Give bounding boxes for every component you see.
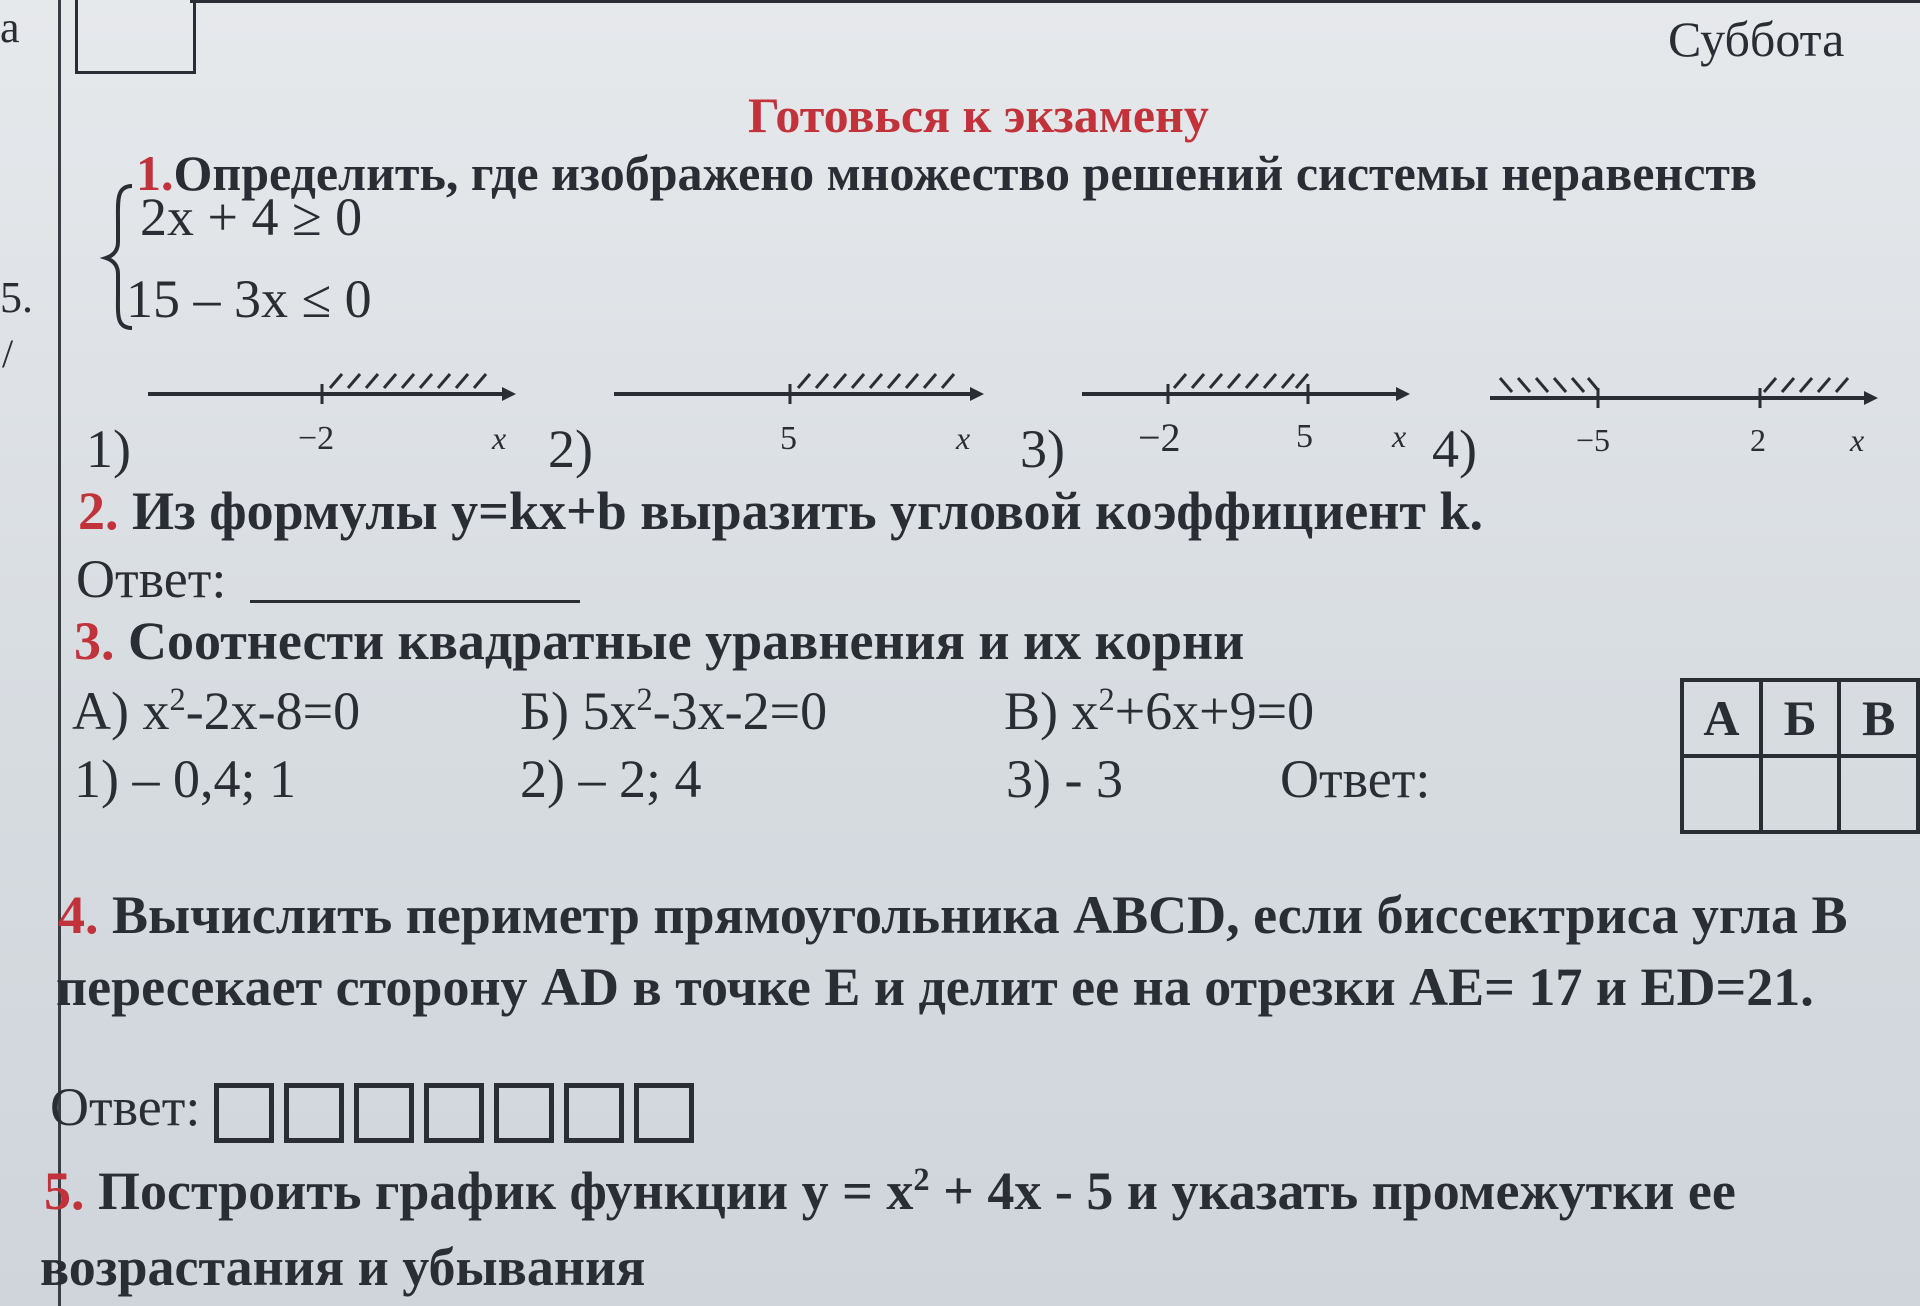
root-option-2: 2) – 2; 4 [520,749,702,809]
table-header-b: Б [1761,680,1839,756]
page-title: Готовься к экзамену [748,87,1209,143]
task4-text-line1: Вычислить периметр прямоугольника ABCD, если биссектриса угла B [112,885,1848,945]
task4-answer [50,1076,704,1143]
corner-box [75,0,196,74]
table-header-row [1682,680,1918,756]
axis-label: x [956,420,971,456]
answer-digit-box[interactable] [424,1083,484,1143]
answer-cell-c[interactable] [1839,756,1918,832]
tick-label: 5 [780,420,797,457]
answer-digit-box[interactable] [494,1083,554,1143]
answer-digit-box[interactable] [284,1083,344,1143]
root-option-3: 3) - 3 [1006,749,1123,809]
inequality-1: 2x + 4 ≥ 0 [140,187,363,247]
answer-digit-box[interactable] [214,1083,274,1143]
option-label-2: 2) [548,419,593,479]
task4-number: 4. [58,885,99,945]
axis-label: x [1850,422,1865,458]
task4-line1 [58,884,1847,946]
tick-label: −5 [1576,422,1611,458]
tick-label: −2 [298,420,335,457]
task4-answer-label: Ответ: [50,1077,201,1137]
tick-label: 2 [1750,422,1766,458]
task2-answer-line[interactable] [250,600,580,603]
number-line-1 [148,374,506,404]
task3-text: Соотнести квадратные уравнения и их корни [128,611,1245,671]
axis-label: x [492,420,507,456]
table-answer-row [1682,756,1918,832]
number-line-3 [1082,374,1400,404]
top-rule [190,0,1920,3]
axis-label: x [1392,418,1407,454]
margin-dash: / [2,331,14,376]
table-header-a: А [1682,680,1761,756]
root-option-1: 1) – 0,4; 1 [74,749,296,809]
equation-c: В) $x^2+6x+9=0$ [1004,681,1315,741]
task2-text: Из формулы y=kx+b выразить угловой коэффициент k. [132,481,1483,541]
table-header-c: В [1839,680,1918,756]
margin-mark: 5. [0,273,33,322]
option-label-1: 1) [86,419,131,479]
task4-line2: пересекает сторону AD в точке E и делит ее на отрезки AE= 17 и ED=21. [56,957,1814,1017]
tick-label: −2 [1138,415,1181,460]
option-label-3: 3) [1020,419,1065,479]
task1-line [136,144,1757,202]
task2-number: 2. [78,481,119,541]
option-label-4: 4) [1432,419,1477,479]
tick-label: 5 [1296,418,1313,455]
task5-line2: возрастания и убывания [40,1237,646,1297]
equation-a: А) $x^2-2x-8=0$ [72,681,361,741]
task5-line1: 5. Построить график функции $y = x^2 + 4x - 5$ и указать промежутки ее [44,1161,1736,1221]
task1-number: 1. [136,145,174,201]
task5-number: 5. [44,1161,85,1221]
answer-digit-box[interactable] [564,1083,624,1143]
number-line-4 [1490,378,1868,408]
inequality-2: 15 – 3x ≤ 0 [126,269,372,329]
task2-line [78,480,1483,542]
task3-answer-table [1680,678,1920,834]
task1-text: Определить, где изображено множество решений системы неравенств [173,145,1757,201]
task3-line [74,610,1244,672]
corner-letter: а [0,3,20,52]
answer-digit-box[interactable] [354,1083,414,1143]
task3-number: 3. [74,611,115,671]
task2-answer-label: Ответ: [76,549,227,609]
answer-cell-b[interactable] [1761,756,1839,832]
equation-b: Б) $5x^2-3x-2=0$ [520,681,828,741]
answer-digit-box[interactable] [634,1083,694,1143]
number-line-2 [614,374,974,404]
task3-answer-label: Ответ: [1280,749,1431,809]
day-label: Суббота [1668,11,1845,67]
answer-cell-a[interactable] [1682,756,1761,832]
